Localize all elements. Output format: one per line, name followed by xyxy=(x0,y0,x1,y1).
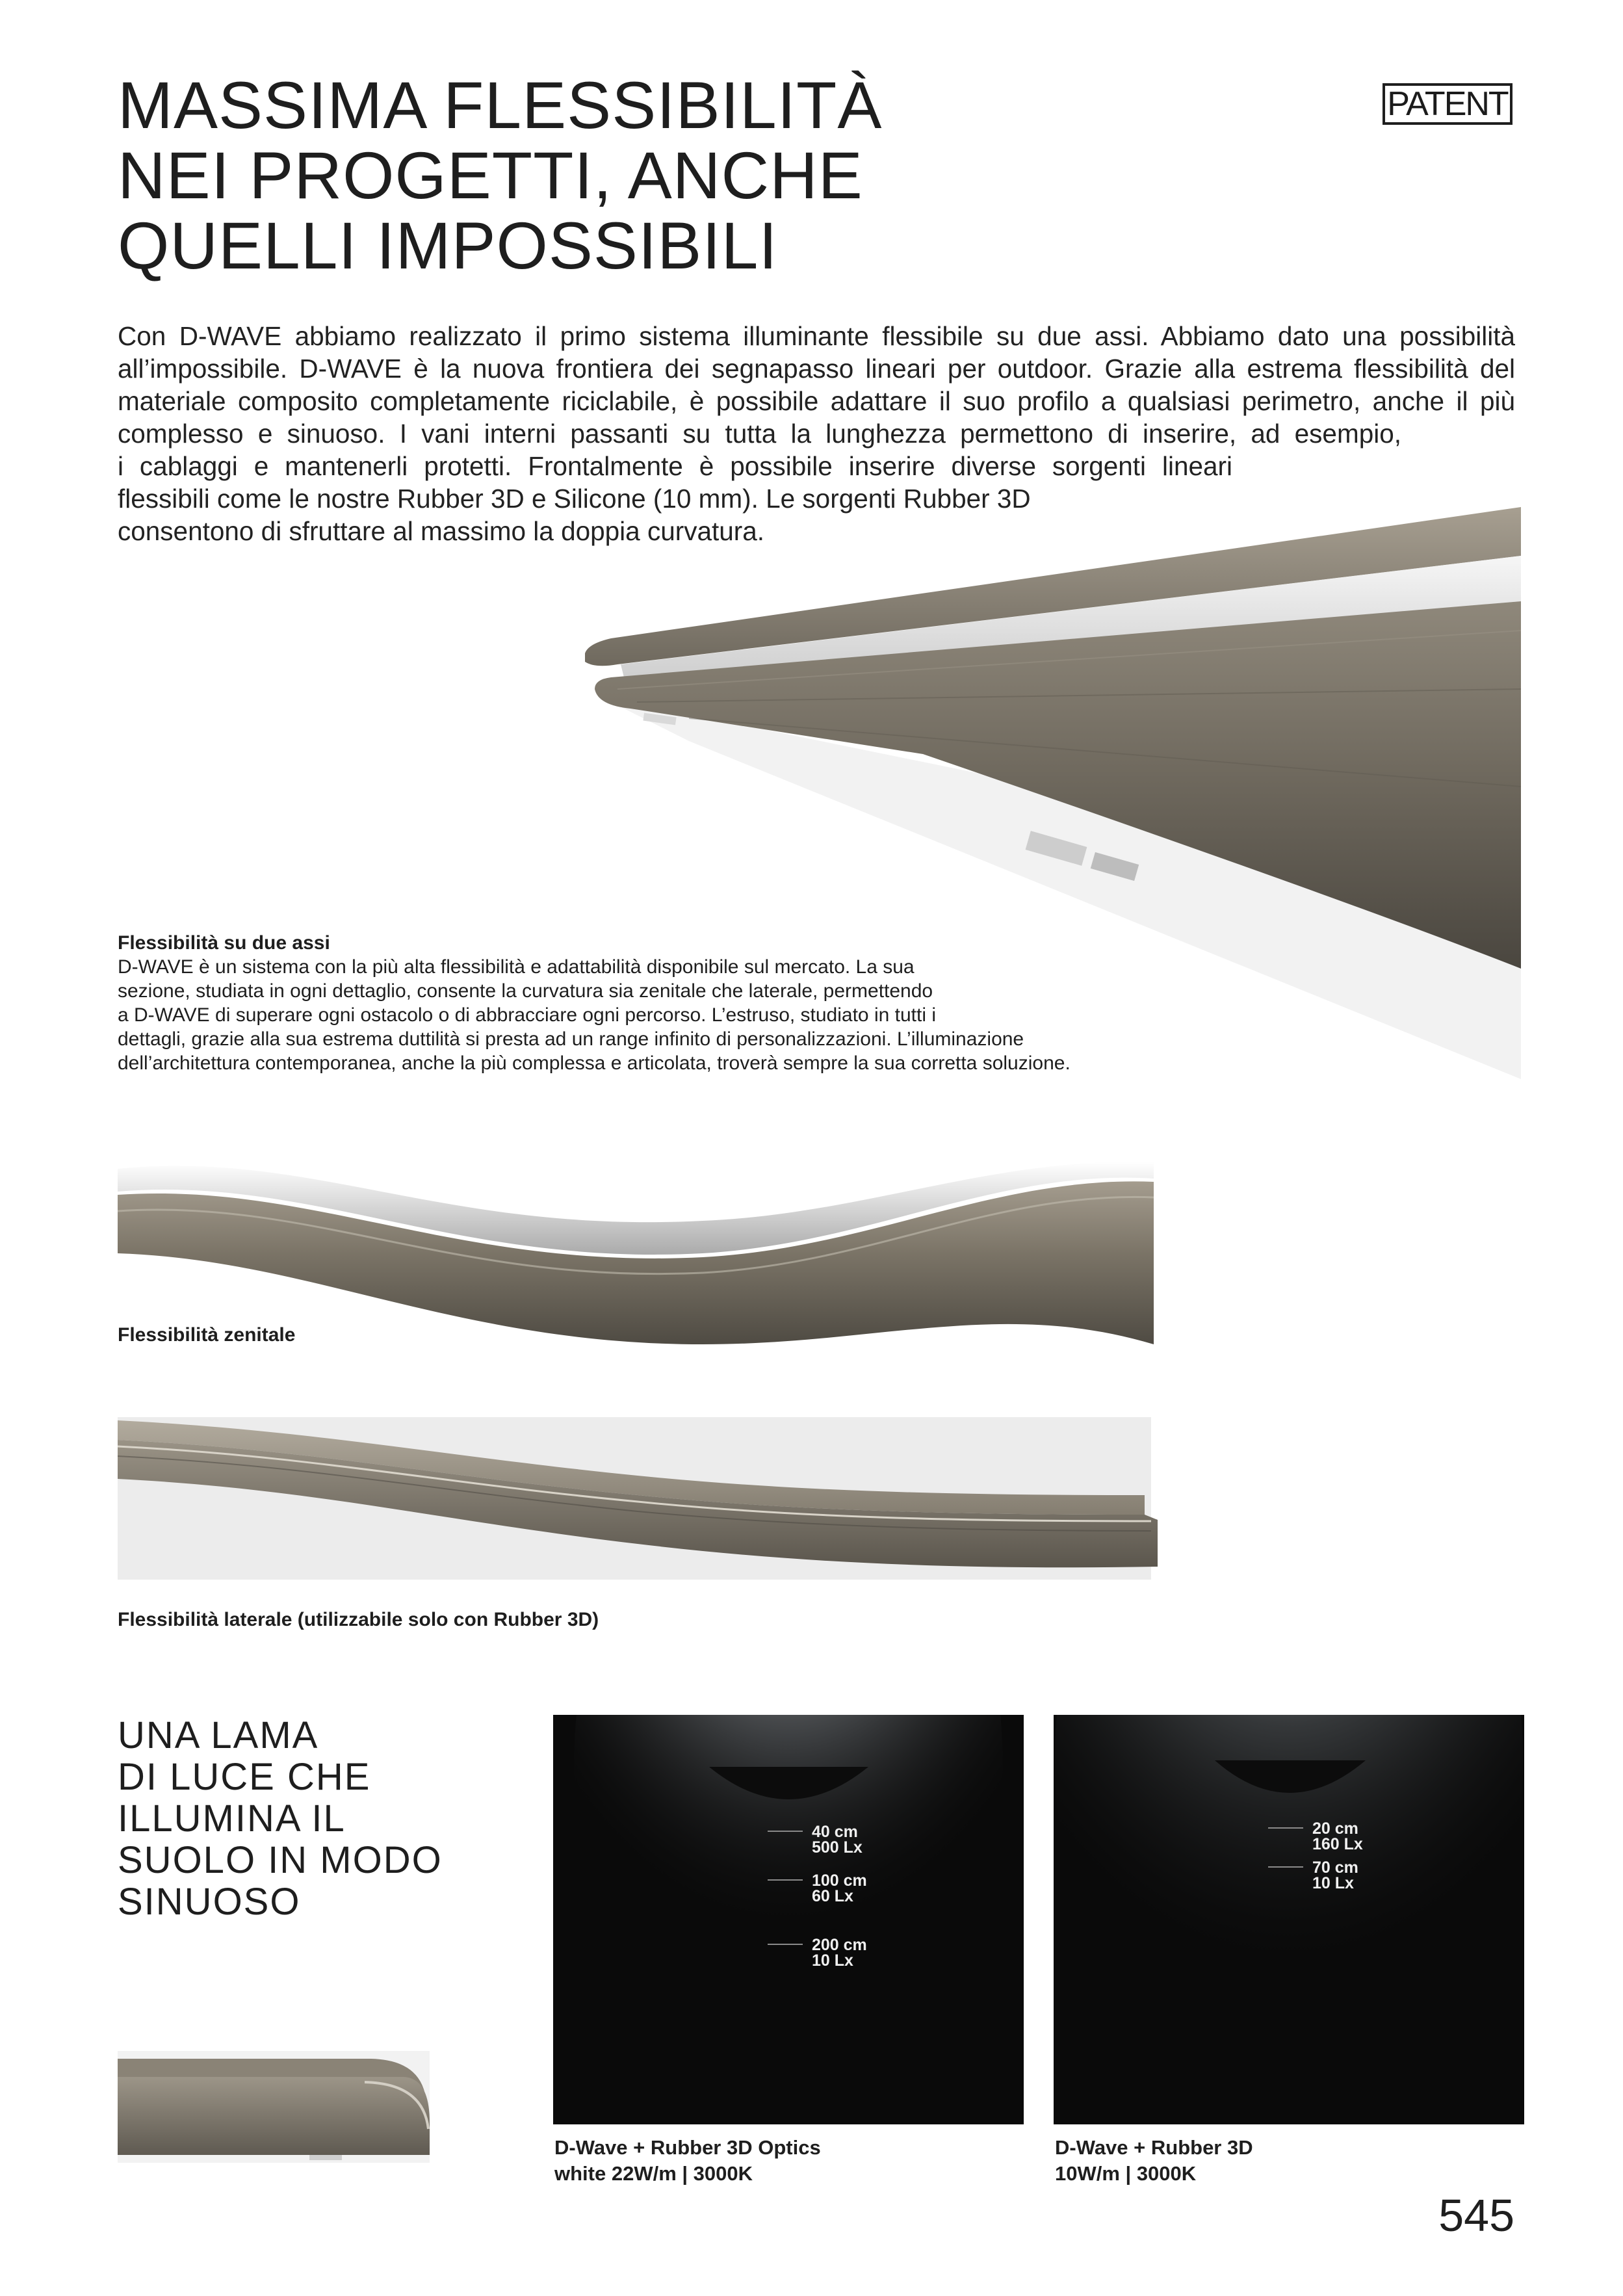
label-zenith: Flessibilità zenitale xyxy=(118,1324,296,1346)
title-line: NEI PROGETTI, ANCHE xyxy=(118,138,863,213)
page-title xyxy=(118,70,963,281)
caption-line: sezione, studiata in ogni dettaglio, consente la curvatura sia zenitale che laterale, permettendo xyxy=(118,980,933,1002)
patent-badge: PATENT xyxy=(1383,83,1513,125)
measure-lux: 10 Lx xyxy=(812,1951,853,1970)
measure-lux: 160 Lx xyxy=(1312,1835,1363,1853)
intro-line: all’impossibile. D-WAVE è la nuova frontiera dei segnapasso lineari per outdoor. Grazie alla estrema flessibilità del xyxy=(118,354,1515,384)
caption-heading: Flessibilità su due assi xyxy=(118,932,330,954)
photo-caption-line: D-Wave + Rubber 3D xyxy=(1055,2136,1253,2159)
caption-line: a D-WAVE di superare ogni ostacolo o di abbracciare ogni percorso. L’estruso, studiato in tutti i xyxy=(118,1004,936,1026)
measure-distance: 70 cm xyxy=(1312,1859,1358,1877)
label-lateral: Flessibilità laterale (utilizzabile solo con Rubber 3D) xyxy=(118,1609,599,1630)
section-heading-line: SINUOSO xyxy=(118,1881,301,1923)
intro-line: materiale composito completamente riciclabile, è possibile adattare il suo profilo a qualsiasi perimetro, anche il più xyxy=(118,386,1515,416)
measure-lux: 10 Lx xyxy=(1312,1874,1354,1892)
photo-rubber-optics xyxy=(553,1715,1024,2124)
page-number: 545 xyxy=(1438,2190,1514,2241)
profile-end-image xyxy=(118,2051,430,2163)
measure-lux: 500 Lx xyxy=(812,1838,863,1857)
section-heading-line: UNA LAMA xyxy=(118,1714,319,1756)
measure-distance: 200 cm xyxy=(812,1936,867,1954)
section-heading-line: ILLUMINA IL xyxy=(118,1797,346,1840)
light-beam-image xyxy=(553,1715,1024,2124)
photo-rubber xyxy=(1054,1715,1524,2124)
photo-caption xyxy=(1055,2135,1253,2187)
intro-line: complesso e sinuoso. I vani interni passanti su tutta la lunghezza permettono di inserire, ad esempio, xyxy=(118,419,1401,449)
title-line: MASSIMA FLESSIBILITÀ xyxy=(118,68,883,142)
photo-caption xyxy=(554,2135,821,2187)
caption-two-axes xyxy=(118,931,1223,1075)
zenith-flex-image xyxy=(118,1130,1154,1351)
section-heading xyxy=(118,1715,443,1923)
photo-caption-line: white 22W/m | 3000K xyxy=(554,2162,753,2185)
light-beam-image xyxy=(1054,1715,1524,2124)
section-heading-line: DI LUCE CHE xyxy=(118,1756,371,1798)
intro-line: i cablaggi e mantenerli protetti. Frontalmente è possibile inserire diverse sorgenti lineari xyxy=(118,451,1232,481)
measure-distance: 100 cm xyxy=(812,1872,867,1890)
measure-distance: 40 cm xyxy=(812,1823,858,1841)
intro-line: Con D-WAVE abbiamo realizzato il primo sistema illuminante flessibile su due assi. Abbiamo dato una possibilità xyxy=(118,321,1515,351)
section-heading-line: SUOLO IN MODO xyxy=(118,1839,443,1881)
measure-distance: 20 cm xyxy=(1312,1820,1358,1838)
lateral-flex-image xyxy=(118,1417,1167,1580)
photo-caption-line: 10W/m | 3000K xyxy=(1055,2162,1197,2185)
photo-caption-line: D-Wave + Rubber 3D Optics xyxy=(554,2136,821,2159)
caption-line: dell’architettura contemporanea, anche la più complessa e articolata, troverà sempre la sua corretta soluzione. xyxy=(118,1052,1071,1074)
intro-line: consentono di sfruttare al massimo la doppia curvatura. xyxy=(118,516,765,546)
intro-line: flessibili come le nostre Rubber 3D e Silicone (10 mm). Le sorgenti Rubber 3D xyxy=(118,484,1031,514)
title-line: QUELLI IMPOSSIBILI xyxy=(118,209,778,283)
measure-lux: 60 Lx xyxy=(812,1887,853,1905)
caption-line: dettagli, grazie alla sua estrema duttilità si presta ad un range infinito di personalizzazioni. L’illuminazione xyxy=(118,1028,1024,1050)
caption-line: D-WAVE è un sistema con la più alta flessibilità e adattabilità disponibile sul mercato. La sua xyxy=(118,956,915,978)
